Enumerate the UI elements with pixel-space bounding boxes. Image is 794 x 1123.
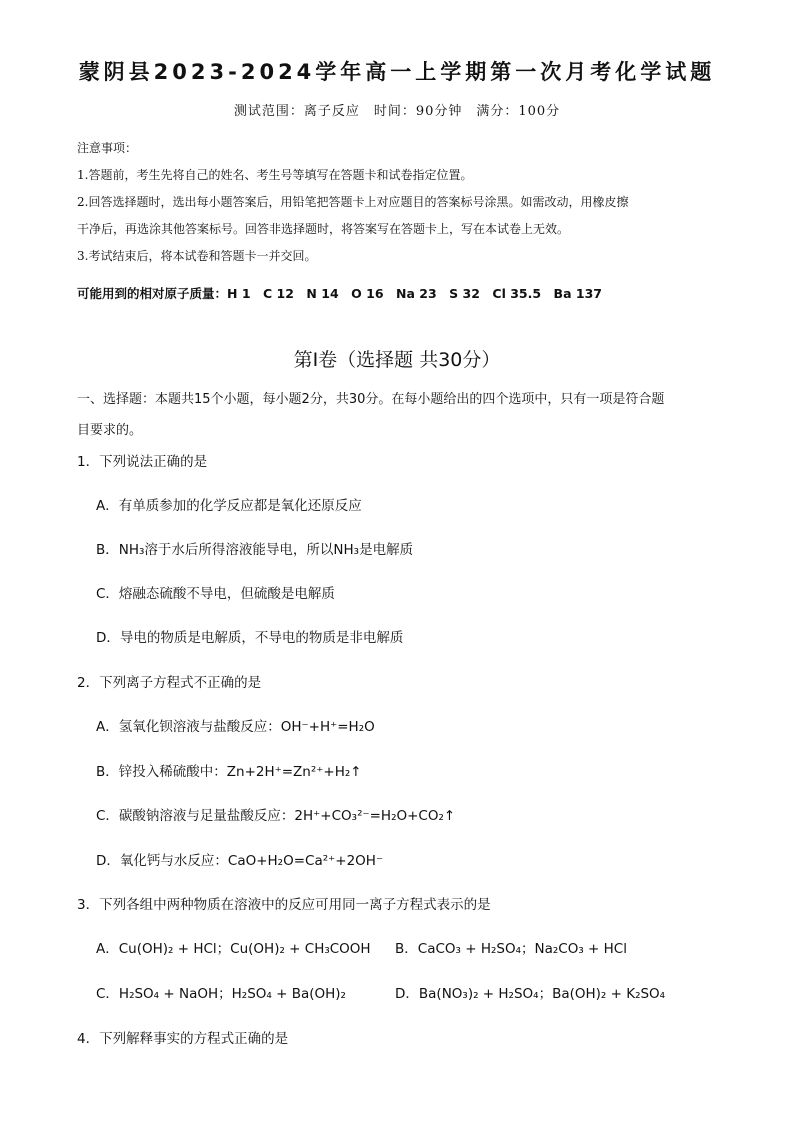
question-2-option-d: D．氧化钙与水反应：CaO+H₂O=Ca²⁺+2OH⁻ [96,853,384,869]
question-2-option-a: A．氢氧化钡溶液与盐酸反应：OH⁻+H⁺=H₂O [96,719,375,735]
question-1-option-a: A．有单质参加的化学反应都是氧化还原反应 [96,498,362,514]
question-3-option-c: C．H₂SO₄ + NaOH；H₂SO₄ + Ba(OH)₂ [96,986,346,1002]
question-3-option-a: A．Cu(OH)₂ + HCl；Cu(OH)₂ + CH₃COOH [96,941,371,957]
section-intro-line1: 一、选择题：本题共15个小题，每小题2分，共30分。在每小题给出的四个选项中，只有一项是符合题 [77,392,665,407]
notice-item-2: 2.回答选择题时，选出每小题答案后，用铅笔把答题卡上对应题目的答案标号涂黑。如需改动，用橡皮擦 [77,195,629,209]
question-1-option-d: D．导电的物质是电解质，不导电的物质是非电解质 [96,630,404,646]
exam-title: 蒙阴县2023-2024学年高一上学期第一次月考化学试题 [78,60,716,84]
notice-item-1: 1.答题前，考生先将自己的姓名、考生号等填写在答题卡和试卷指定位置。 [77,168,473,182]
question-1-option-b: B．NH₃溶于水后所得溶液能导电，所以NH₃是电解质 [96,542,414,558]
atomic-masses: 可能用到的相对原子质量：H 1 C 12 N 14 O 16 Na 23 S 32 Cl 35.5 Ba 137 [77,286,602,301]
question-2-option-b: B．锌投入稀硫酸中：Zn+2H⁺=Zn²⁺+H₂↑ [96,764,362,780]
notice-item-3: 3.考试结束后，将本试卷和答题卡一并交回。 [77,249,317,263]
section-intro-line2: 目要求的。 [77,423,143,438]
question-2-stem: 2．下列离子方程式不正确的是 [77,675,262,691]
question-3-stem: 3．下列各组中两种物质在溶液中的反应可用同一离子方程式表示的是 [77,897,491,913]
notice-heading: 注意事项： [77,141,138,155]
question-4-stem: 4．下列解释事实的方程式正确的是 [77,1031,289,1047]
question-3-option-b: B．CaCO₃ + H₂SO₄；Na₂CO₃ + HCl [395,941,627,957]
notice-item-2-cont: 干净后，再选涂其他答案标号。回答非选择题时，将答案写在答题卡上，写在本试卷上无效。 [77,222,570,236]
section-title: 第Ⅰ卷（选择题 共30分） [293,349,501,371]
question-2-option-c: C．碳酸钠溶液与足量盐酸反应：2H⁺+CO₃²⁻=H₂O+CO₂↑ [96,808,456,824]
question-1-option-c: C．熔融态硫酸不导电，但硫酸是电解质 [96,586,335,602]
question-3-option-d: D．Ba(NO₃)₂ + H₂SO₄；Ba(OH)₂ + K₂SO₄ [395,986,666,1002]
question-1-stem: 1．下列说法正确的是 [77,454,208,470]
exam-subtitle: 测试范围：离子反应 时间：90分钟 满分：100分 [233,104,561,119]
